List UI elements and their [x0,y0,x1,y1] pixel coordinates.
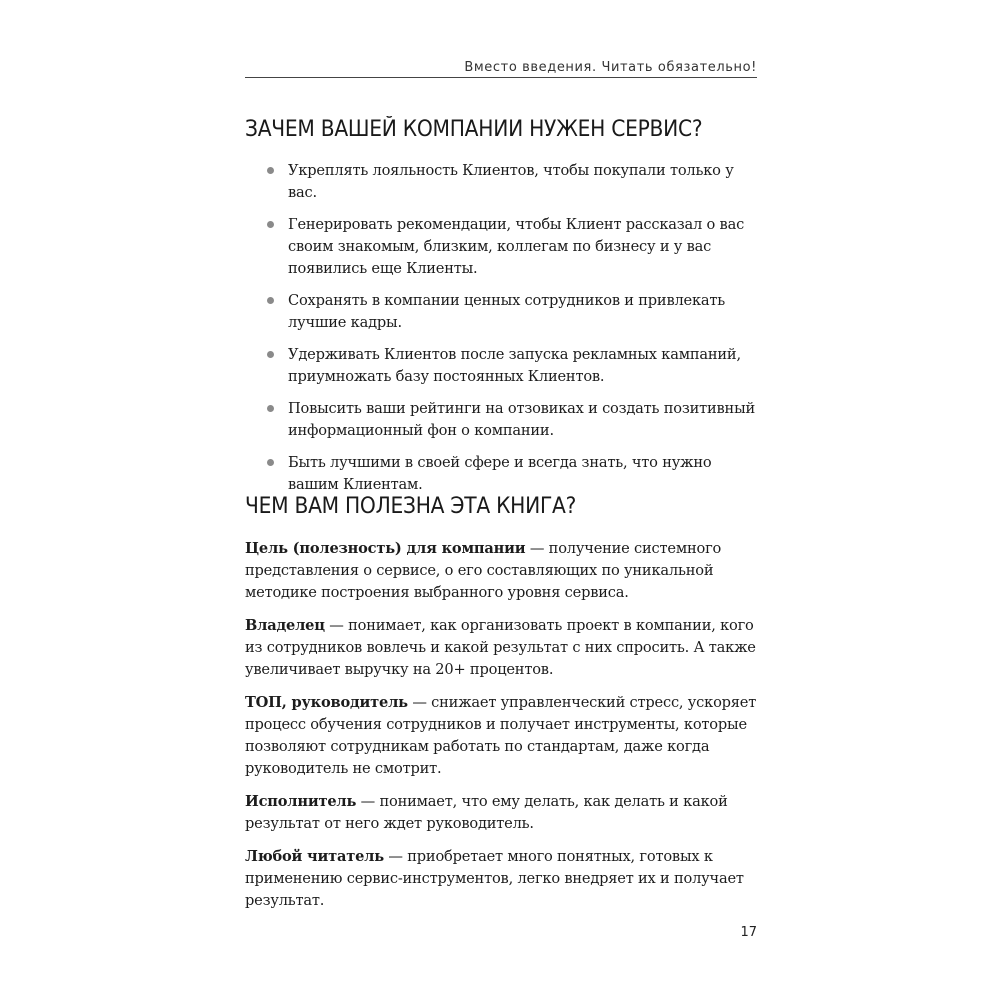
bullet-icon [267,459,274,466]
list-item [245,344,757,388]
bullet-icon [267,221,274,228]
role-description: — понимает, что ему делать, как делать и какой результат от него ждет руководитель. [245,793,728,832]
role-term: ТОП, руководитель [245,694,408,711]
role-description: — получение системного представления о сервисе, о его составляющих по уникальной методике построения выбранного уровня сервиса. [245,540,722,601]
list-item [245,214,757,280]
list-item [245,452,757,496]
list-item-text: Генерировать рекомендации, чтобы Клиент рассказал о вас своим знакомым, близким, коллегам по бизнесу и у вас появились еще Клиенты. [288,216,745,277]
list-item [245,160,757,204]
role-benefits [245,538,757,923]
page-number: 17 [740,925,757,940]
list-item [245,398,757,442]
running-header: Вместо введения. Читать обязательно! [464,60,757,75]
list-item-text: Быть лучшими в своей сфере и всегда знать, что нужно вашим Клиентам. [288,454,712,493]
section-heading-why-service: ЗАЧЕМ ВАШЕЙ КОМПАНИИ НУЖЕН СЕРВИС? [245,117,703,142]
role-paragraph-company [245,538,757,604]
book-page [245,0,757,1000]
list-item-text: Сохранять в компании ценных сотрудников и привлекать лучшие кадры. [288,292,726,331]
list-item-text: Повысить ваши рейтинги на отзовиках и создать позитивный информационный фон о компании. [288,400,756,439]
role-description: — снижает управленческий стресс, ускоряет процесс обучения сотрудников и получает инструменты, которые позволяют сотрудникам работать по стандартам, даже когда руководитель не смотрит. [245,694,757,777]
role-term: Исполнитель [245,793,357,810]
list-item [245,290,757,334]
header-rule [245,77,757,78]
role-paragraph-owner [245,615,757,681]
list-item-text: Удерживать Клиентов после запуска рекламных кампаний, приумножать базу постоянных Клиентов. [288,346,741,385]
role-paragraph-reader [245,846,757,912]
section-heading-book-benefits: ЧЕМ ВАМ ПОЛЕЗНА ЭТА КНИГА? [245,494,577,519]
benefits-list [245,160,757,506]
role-term: Цель (полезность) для компании [245,540,526,557]
role-description: — понимает, как организовать проект в компании, кого из сотрудников вовлечь и какой результат с них спросить. А также увеличивает выручку на 20+ процентов. [245,617,756,678]
list-item-text: Укреплять лояльность Клиентов, чтобы покупали только у вас. [288,162,734,201]
bullet-icon [267,167,274,174]
role-paragraph-executor [245,791,757,835]
bullet-icon [267,297,274,304]
role-term: Любой читатель [245,848,384,865]
role-description: — приобретает много понятных, готовых к применению сервис-инструментов, легко внедряет их и получает результат. [245,848,744,909]
bullet-icon [267,405,274,412]
role-paragraph-manager [245,692,757,780]
bullet-icon [267,351,274,358]
role-term: Владелец [245,617,325,634]
